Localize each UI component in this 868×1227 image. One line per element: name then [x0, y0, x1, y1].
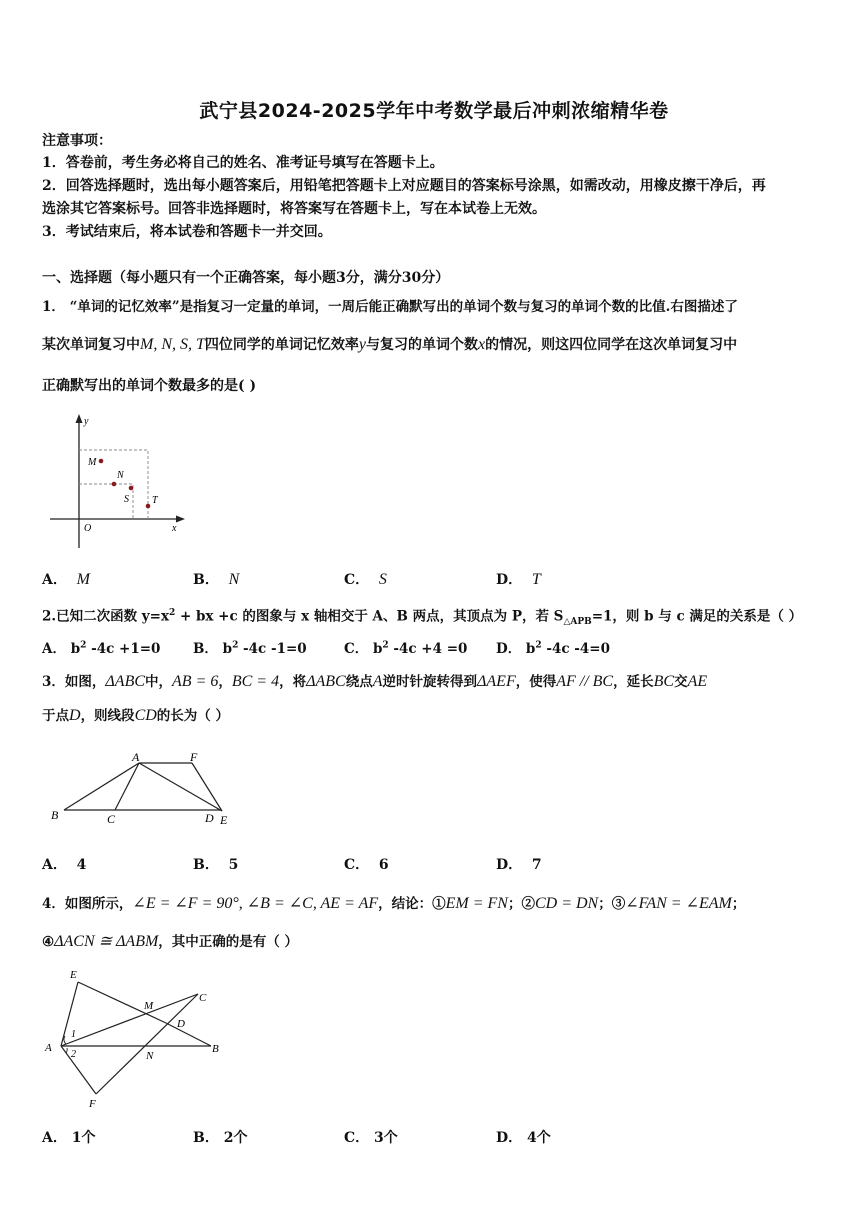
q2-option-b[interactable]: B． $b^2$ -4c -1=0 — [193, 640, 307, 657]
point-e-label: E — [220, 813, 228, 827]
point-b-label: B — [51, 808, 59, 822]
notice-item: 1．答卷前，考生务必将自己的姓名、准考证号填写在答题卡上。 — [42, 155, 444, 171]
point-c-label: C — [199, 992, 207, 1004]
point-e-label: E — [70, 969, 77, 981]
q1-option-d[interactable]: D． T — [496, 571, 541, 588]
point-m-label: M — [88, 457, 97, 468]
question-4-figure — [40, 964, 240, 1112]
q1-option-c[interactable]: C． S — [344, 571, 387, 588]
question-4-text: 4．如图所示，∠E = ∠F = 90°, ∠B = ∠C, AE = AF，结论：①EM = FN；②CD = DN；③∠FAN = ∠EAM； — [42, 895, 746, 912]
q3-option-a[interactable]: A． 4 — [42, 857, 87, 873]
point-f-label: F — [190, 750, 198, 764]
point-c-label: C — [107, 812, 116, 826]
question-3-text: 3．如图，ΔABC中，AB = 6，BC = 4，将ΔABC绕点A逆时针旋转得到ΔAEF，使得AF // BC，延长BC交AE — [42, 673, 708, 690]
point-a-label: A — [132, 750, 140, 764]
q4-option-d[interactable]: D． 4个 — [496, 1130, 551, 1146]
notice-heading: 注意事项： — [42, 133, 112, 149]
question-1-text-3: 正确默写出的单词个数最多的是( ) — [42, 378, 257, 394]
page-title: 武宁县2024-2025学年中考数学最后冲刺浓缩精华卷 — [199, 100, 669, 122]
section-heading: 一、选择题（每小题只有一个正确答案，每小题3分，满分30分） — [42, 270, 450, 286]
q2-option-a[interactable]: A． $b^2$ -4c +1=0 — [42, 640, 161, 657]
point-s-label: S — [124, 494, 129, 505]
q3-option-c[interactable]: C． 6 — [344, 857, 389, 873]
q2-option-d[interactable]: D． $b^2$ -4c -4=0 — [496, 640, 610, 657]
q4-option-c[interactable]: C． 3个 — [344, 1130, 398, 1146]
point-n-label: N — [146, 1050, 154, 1062]
angle-1-label: 1 — [71, 1029, 76, 1040]
point-d-label: D — [205, 811, 214, 825]
q3-option-d[interactable]: D． 7 — [496, 857, 542, 873]
point-f-label: F — [89, 1098, 96, 1110]
point-t-label: T — [152, 495, 158, 506]
notice-item: 3．考试结束后，将本试卷和答题卡一并交回。 — [42, 224, 332, 240]
question-4-text-2: ④ΔACN ≅ ΔABM，其中正确的是有（ ） — [42, 933, 298, 950]
question-1-text: 1． “单词的记忆效率”是指复习一定量的单词，一周后能正确默写出的单词个数与复习的单词个数的比值.右图描述了 — [42, 299, 738, 315]
axis-x-label: x — [172, 523, 177, 534]
q4-option-b[interactable]: B． 2个 — [193, 1130, 248, 1146]
notice-item: 选涂其它答案标号。回答非选择题时，将答案写在答题卡上，写在本试卷上无效。 — [42, 201, 546, 217]
question-3-text-2: 于点D，则线段CD的长为（ ） — [42, 707, 229, 724]
point-n-label: N — [117, 470, 124, 481]
q1-option-b[interactable]: B． N — [193, 571, 240, 588]
q4-option-a[interactable]: A． 1个 — [42, 1130, 96, 1146]
axis-y-label: y — [84, 416, 89, 427]
point-a-label: A — [45, 1042, 52, 1054]
q2-option-c[interactable]: C． $b^2$ -4c +4 =0 — [344, 640, 468, 657]
question-1-figure — [44, 412, 194, 557]
angle-2-label: 2 — [71, 1049, 76, 1060]
q3-option-b[interactable]: B． 5 — [193, 857, 239, 873]
question-2-text: 2.已知二次函数 $y=x^2$ + bx +c 的图象与 x 轴相交于 A、B 两点，其顶点为 P，若 $S_{\triangle APB}=1$，则 b 与 c 满足的关系是（ ） — [42, 608, 803, 628]
origin-label: O — [84, 523, 92, 534]
point-b-label: B — [212, 1043, 219, 1055]
point-m-label: M — [144, 1000, 154, 1012]
q1-option-a[interactable]: A． M — [42, 571, 90, 588]
question-1-text-2: 某次单词复习中M, N, S, T四位同学的单词记忆效率y与复习的单词个数x的情况，则这四位同学在这次单词复习中 — [42, 336, 738, 353]
point-d-label: D — [177, 1018, 185, 1030]
notice-item: 2．回答选择题时，选出每小题答案后，用铅笔把答题卡上对应题目的答案标号涂黑，如需改动，用橡皮擦干净后，再 — [42, 178, 766, 194]
question-3-figure — [44, 748, 244, 830]
